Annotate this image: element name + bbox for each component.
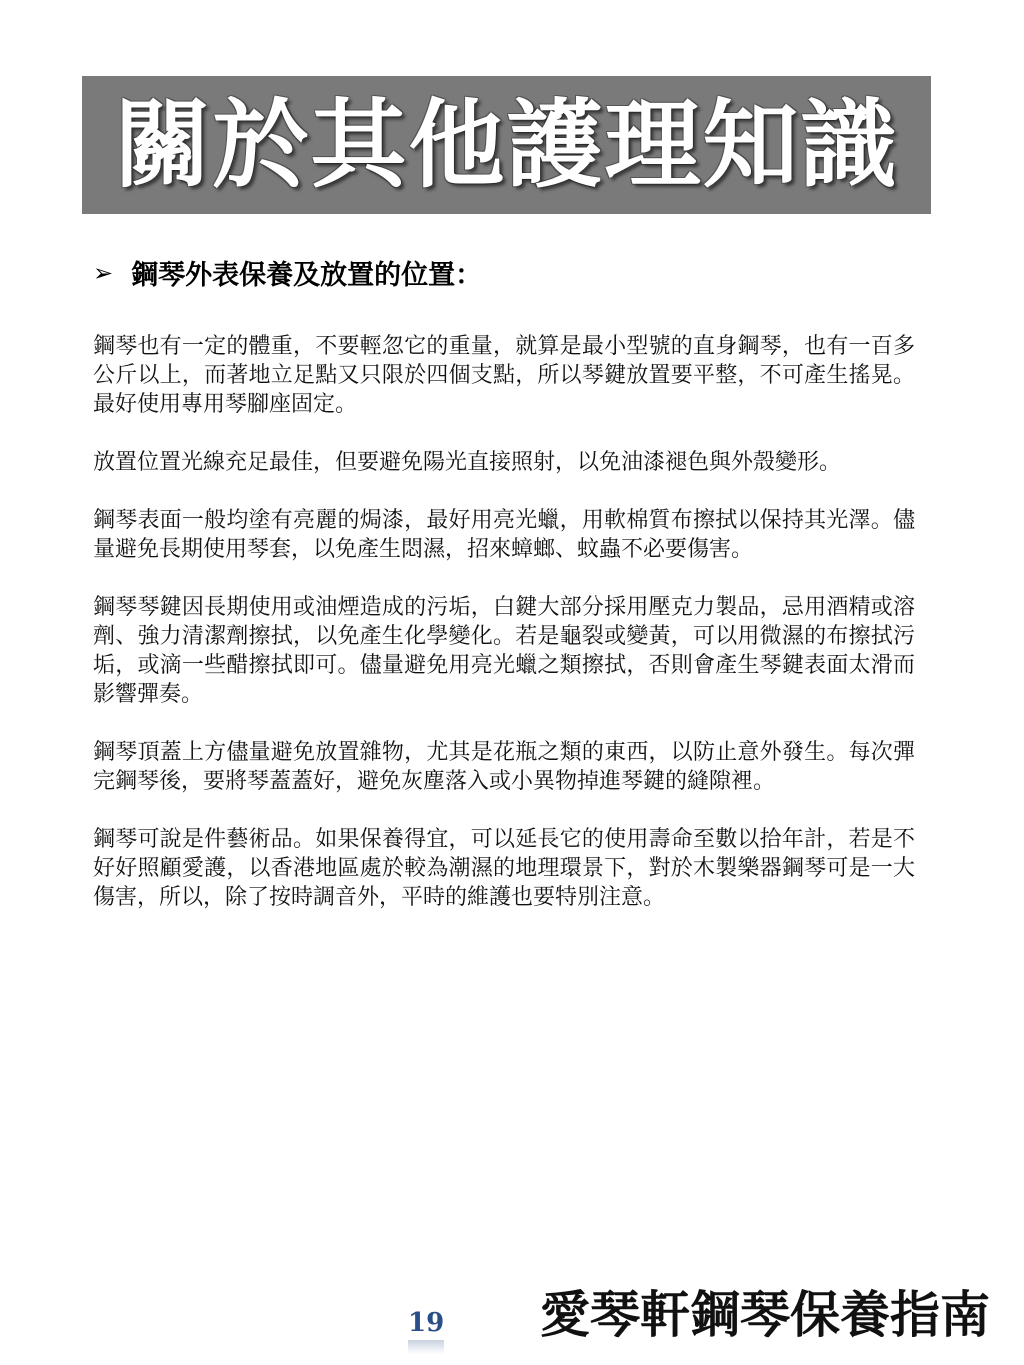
section-heading [93,253,482,292]
paragraph-keys: 鋼琴琴鍵因長期使用或油煙造成的污垢，白鍵大部分採用壓克力製品，忌用酒精或溶劑、強力清潔劑擦拭，以免產生化學變化。若是龜裂或變黃，可以用微濕的布擦拭污垢，或滴一些醋擦拭即可。儘量避免用亮光蠟之類擦拭，否則會產生琴鍵表面太滑而影響彈奏。 [93,595,915,707]
guide-title: 愛琴軒鋼琴保養指南 [540,1286,990,1344]
arrowhead-bullet-icon: ➢ [93,258,114,287]
title-banner [82,76,931,214]
paragraph-weight: 鋼琴也有一定的體重，不要輕忽它的重量，就算是最小型號的直身鋼琴，也有一百多公斤以上，而著地立足點又只限於四個支點，所以琴鍵放置要平整，不可產生搖晃。最好使用專用琴腳座固定。 [93,334,915,417]
paragraph-artwork: 鋼琴可說是件藝術品。如果保養得宜，可以延長它的使用壽命至數以拾年計，若是不好好照顧愛護，以香港地區處於較為潮濕的地理環景下，對於木製樂器鋼琴可是一大傷害，所以，除了按時調音外，平時的維護也要特別注意。 [93,827,915,910]
section-heading-text: 鋼琴外表保養及放置的位置： [131,260,483,291]
body-content [93,332,915,941]
page-number: 19 [408,1308,445,1338]
page-title: 關於其他護理知識 [114,89,899,201]
paragraph-surface: 鋼琴表面一般均塗有亮麗的焗漆，最好用亮光蠟，用軟棉質布擦拭以保持其光澤。儘量避免長期使用琴套，以免產生悶濕，招來蟑螂、蚊蟲不必要傷害。 [93,508,915,562]
paragraph-lighting: 放置位置光線充足最佳，但要避免陽光直接照射，以免油漆褪色與外殼變形。 [93,450,842,475]
paragraph-top-lid: 鋼琴頂蓋上方儘量避免放置雜物，尤其是花瓶之類的東西，以防止意外發生。每次彈完鋼琴後，要將琴蓋蓋好，避免灰塵落入或小異物掉進琴鍵的縫隙裡。 [93,740,915,794]
